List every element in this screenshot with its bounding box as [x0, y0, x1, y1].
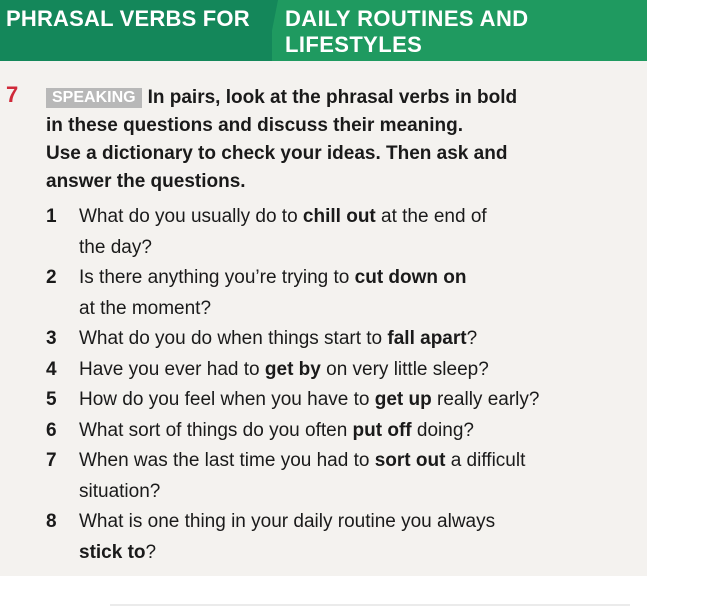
question-number: 4 — [46, 358, 57, 380]
exercise-instructions — [46, 84, 606, 196]
question-item — [46, 446, 626, 507]
question-text: on very little sleep? — [320, 358, 489, 380]
question-text: How do you feel when you have to — [79, 389, 375, 410]
question-item — [46, 416, 626, 447]
header-right-title-line2: LIFESTYLES — [285, 32, 423, 57]
question-text: a difficult — [445, 450, 526, 471]
header-left-title: PHRASAL VERBS FOR — [6, 6, 250, 31]
question-item — [46, 507, 626, 568]
phrasal-verb: cut down on — [354, 267, 467, 288]
question-text: at the moment? — [79, 297, 212, 319]
question-item — [46, 202, 626, 263]
question-text: Is there anything you’re trying to — [79, 267, 355, 288]
question-text: ? — [466, 328, 478, 349]
question-number: 3 — [46, 328, 57, 349]
question-text: ? — [145, 541, 157, 563]
instructions-line-4: answer the questions. — [46, 171, 246, 192]
question-text: Have you ever had to — [79, 358, 265, 380]
question-text: doing? — [411, 419, 474, 441]
phrasal-verb: chill out — [302, 206, 376, 227]
question-text: situation? — [79, 480, 161, 502]
question-number: 1 — [46, 206, 57, 227]
question-item — [46, 385, 626, 416]
question-number: 5 — [46, 389, 57, 410]
phrasal-verb: stick to — [79, 541, 146, 563]
question-text: the day? — [79, 236, 152, 258]
header-divider — [266, 0, 278, 61]
question-number: 6 — [46, 419, 57, 441]
question-text: When was the last time you had to — [79, 450, 375, 471]
header-right-title — [285, 6, 529, 58]
phrasal-verb: fall apart — [387, 328, 467, 349]
phrasal-verb: get by — [264, 358, 321, 380]
question-text: at the end of — [375, 206, 487, 227]
speaking-tag: SPEAKING — [46, 88, 142, 108]
section-header — [0, 0, 647, 61]
header-right-title-line1: DAILY ROUTINES AND — [285, 6, 529, 31]
instructions-line-1: In pairs, look at the phrasal verbs in bold — [147, 87, 518, 108]
question-item — [46, 355, 626, 386]
question-number: 7 — [46, 450, 57, 471]
exercise-number: 7 — [6, 82, 19, 107]
question-number: 2 — [46, 267, 57, 288]
question-text: What do you usually do to — [79, 206, 303, 227]
instructions-line-3: Use a dictionary to check your ideas. Then ask and — [46, 143, 508, 164]
phrasal-verb: put off — [352, 419, 412, 441]
question-text: What do you do when things start to — [79, 328, 388, 349]
question-text: really early? — [431, 389, 540, 410]
question-text: What sort of things do you often — [79, 419, 353, 441]
phrasal-verb: sort out — [374, 450, 446, 471]
page-divider — [110, 604, 630, 606]
question-item — [46, 324, 626, 355]
question-text: What is one thing in your daily routine you always — [79, 511, 496, 532]
phrasal-verb: get up — [374, 389, 432, 410]
question-number: 8 — [46, 511, 57, 532]
question-item — [46, 263, 626, 324]
instructions-line-2: in these questions and discuss their meaning. — [46, 115, 464, 136]
question-list — [46, 202, 626, 568]
